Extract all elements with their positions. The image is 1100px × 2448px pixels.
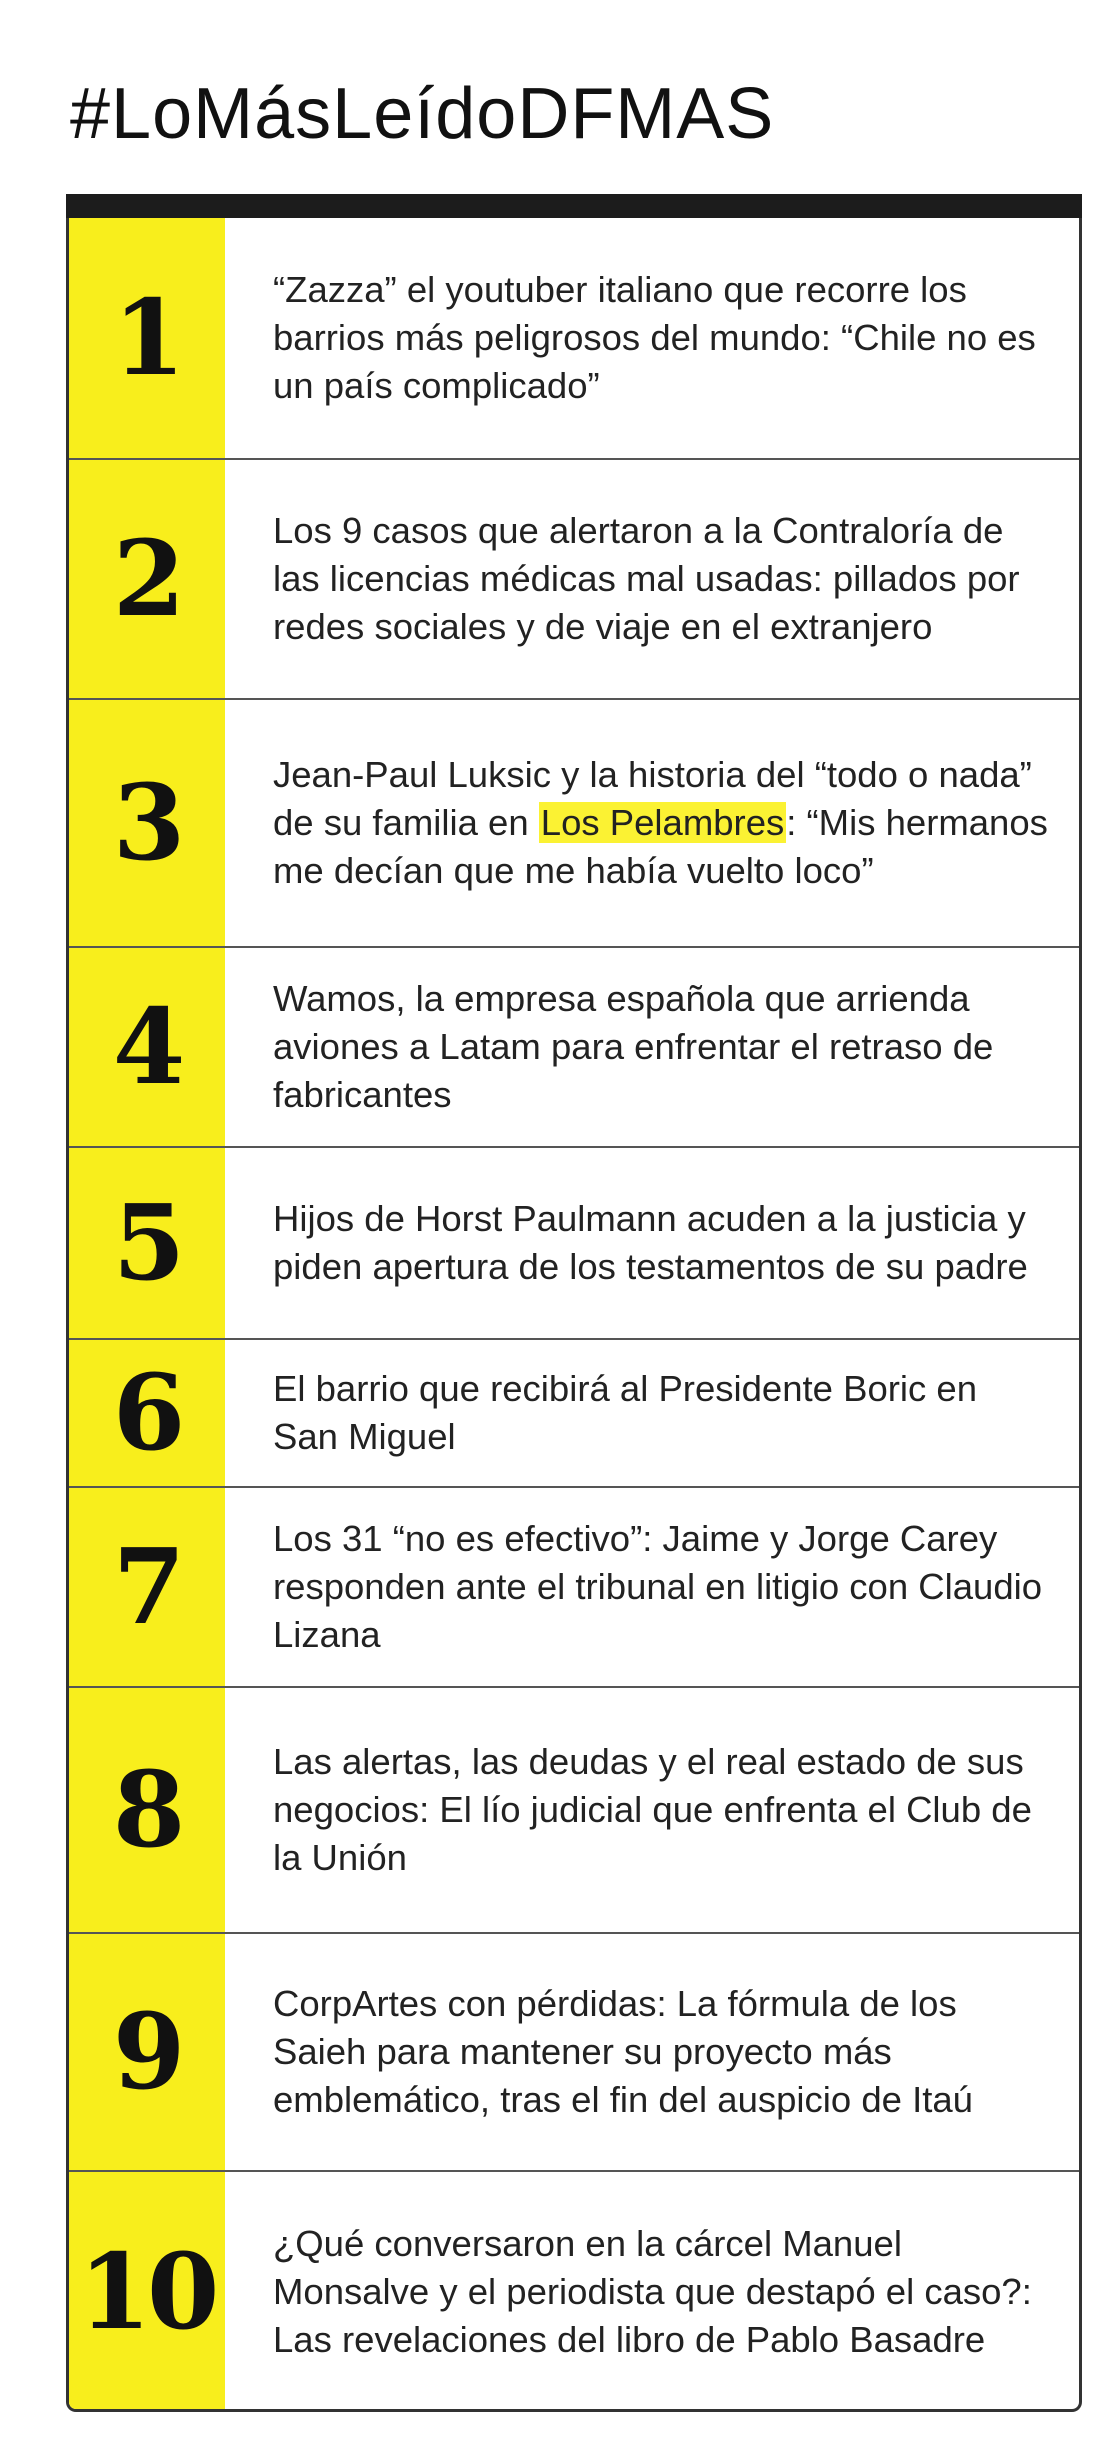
header-bar bbox=[66, 194, 1082, 218]
list-item[interactable] bbox=[69, 700, 1079, 948]
rank-number: 3 bbox=[112, 761, 182, 884]
highlighted-text: Los Pelambres bbox=[540, 802, 785, 843]
headline-link[interactable]: Hijos de Horst Paulmann acuden a la justicia y piden apertura de los testamentos de su padre bbox=[273, 1198, 1028, 1287]
headline-link[interactable]: Los 31 “no es efectivo”: Jaime y Jorge Carey responden ante el tribunal en litigio con Claudio Lizana bbox=[273, 1518, 1043, 1655]
rank-cell bbox=[69, 2172, 225, 2412]
headline-link[interactable]: Los 9 casos que alertaron a la Contraloría de las licencias médicas mal usadas: pillados por redes sociales y de viaje en el extranjero bbox=[273, 510, 1020, 647]
headline-link[interactable]: “Zazza” el youtuber italiano que recorre los barrios más peligrosos del mundo: “Chile no es un país complicado” bbox=[273, 269, 1036, 406]
list-item[interactable] bbox=[69, 218, 1079, 460]
headline-link[interactable]: ¿Qué conversaron en la cárcel Manuel Monsalve y el periodista que destapó el caso?: Las revelaciones del libro de Pablo Basadre bbox=[273, 2223, 1032, 2360]
list-item[interactable] bbox=[69, 1688, 1079, 1934]
rank-number: 7 bbox=[112, 1525, 182, 1648]
rank-cell bbox=[69, 218, 225, 458]
list-item[interactable] bbox=[69, 1488, 1079, 1688]
rank-number: 4 bbox=[112, 985, 182, 1108]
list-item[interactable] bbox=[69, 2172, 1079, 2412]
headline-link[interactable]: El barrio que recibirá al Presidente Boric en San Miguel bbox=[273, 1368, 977, 1457]
rank-cell bbox=[69, 460, 225, 698]
most-read-list bbox=[66, 218, 1082, 2412]
page-title: #LoMásLeídoDFMAS bbox=[70, 74, 775, 154]
rank-cell bbox=[69, 1488, 225, 1686]
rank-cell bbox=[69, 948, 225, 1146]
list-item[interactable] bbox=[69, 1148, 1079, 1340]
rank-cell bbox=[69, 1340, 225, 1486]
rank-cell bbox=[69, 1688, 225, 1932]
rank-number: 1 bbox=[112, 276, 182, 399]
rank-number: 8 bbox=[112, 1748, 182, 1871]
headline-text-start: Jean-Paul Luksic y la historia del “todo o nada” de su familia en bbox=[273, 754, 1032, 843]
list-item[interactable] bbox=[69, 1340, 1079, 1488]
headline-link[interactable] bbox=[273, 751, 1049, 895]
rank-number: 2 bbox=[112, 517, 182, 640]
headline-link[interactable]: Wamos, la empresa española que arrienda aviones a Latam para enfrentar el retraso de fabricantes bbox=[273, 978, 994, 1115]
rank-cell bbox=[69, 1148, 225, 1338]
rank-number: 10 bbox=[78, 2230, 216, 2353]
headline-link[interactable]: Las alertas, las deudas y el real estado de sus negocios: El lío judicial que enfrenta el Club de la Unión bbox=[273, 1741, 1032, 1878]
rank-cell bbox=[69, 1934, 225, 2170]
rank-cell bbox=[69, 700, 225, 946]
list-item[interactable] bbox=[69, 1934, 1079, 2172]
headline-link[interactable]: CorpArtes con pérdidas: La fórmula de los Saieh para mantener su proyecto más emblemático, tras el fin del auspicio de Itaú bbox=[273, 1983, 973, 2120]
list-item[interactable] bbox=[69, 460, 1079, 700]
headline-text-end: : “Mis hermanos me decían que me había vuelto loco” bbox=[273, 802, 1048, 891]
list-item[interactable] bbox=[69, 948, 1079, 1148]
rank-number: 9 bbox=[112, 1990, 182, 2113]
rank-number: 6 bbox=[112, 1351, 182, 1474]
rank-number: 5 bbox=[112, 1181, 182, 1304]
